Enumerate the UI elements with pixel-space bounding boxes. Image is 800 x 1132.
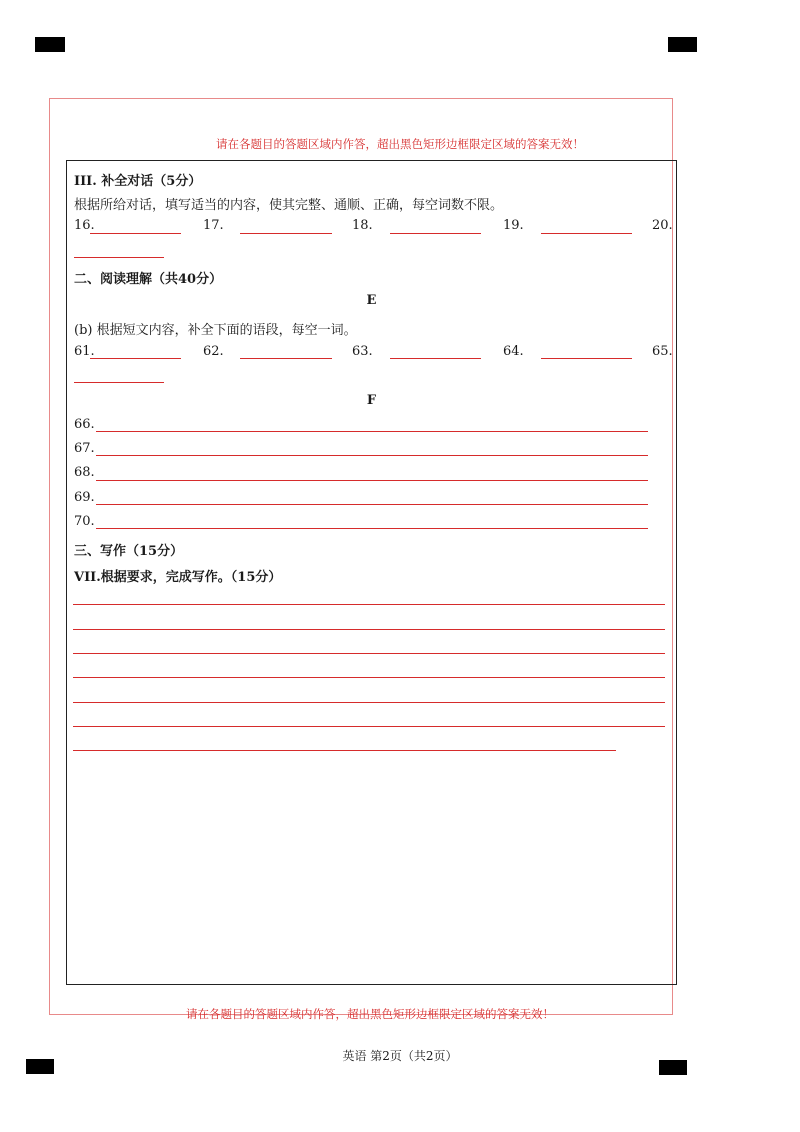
writing-line[interactable] [73,653,665,654]
answer-line[interactable] [541,358,632,359]
part-e-heading: E [366,293,377,308]
page-footer: 英语 第2页（共2页） [342,1049,458,1063]
answer-line[interactable] [90,233,181,234]
warning-bottom: 请在各题目的答题区域内作答，超出黑色矩形边框限定区域的答案无效！ [186,1007,554,1021]
section3-title: III. 补全对话（5分） [74,174,202,189]
blank-number: 17. [203,218,224,233]
part-f-heading: F [366,393,377,408]
blank-number: 69. [74,490,95,505]
writing-line[interactable] [73,726,665,727]
answer-line[interactable] [541,233,632,234]
writing-title: 三、写作（15分） [74,544,184,559]
writing-line[interactable] [73,629,665,630]
blank-number: 64. [503,344,524,359]
writing-line[interactable] [73,750,616,751]
writing-line[interactable] [73,677,665,678]
answer-line[interactable] [390,233,481,234]
blank-number: 20. [652,218,673,233]
blank-number: 63. [352,344,373,359]
answer-line[interactable] [240,233,332,234]
writing-line[interactable] [73,604,665,605]
blank-number: 16. [74,218,95,233]
blank-number: 66. [74,417,95,432]
writing-subtitle: VII.根据要求，完成写作。（15分） [74,570,282,585]
answer-line[interactable] [96,528,648,529]
blank-number: 68. [74,465,95,480]
answer-line[interactable] [390,358,481,359]
answer-line[interactable] [74,382,164,383]
answer-line[interactable] [96,431,648,432]
registration-mark-top-left [35,37,65,52]
answer-line[interactable] [240,358,332,359]
answer-line[interactable] [74,257,164,258]
blank-number: 19. [503,218,524,233]
answer-line[interactable] [96,455,648,456]
writing-line[interactable] [73,702,665,703]
answer-line[interactable] [96,504,648,505]
blank-number: 62. [203,344,224,359]
blank-number: 67. [74,441,95,456]
warning-top: 请在各题目的答题区域内作答，超出黑色矩形边框限定区域的答案无效！ [216,137,584,151]
blank-number: 65. [652,344,673,359]
answer-line[interactable] [90,358,181,359]
blank-number: 70. [74,514,95,529]
part-e-instruction: (b) 根据短文内容，补全下面的语段，每空一词。 [74,323,357,338]
reading-title: 二、阅读理解（共40分） [74,272,223,287]
section3-instruction: 根据所给对话，填写适当的内容，使其完整、通顺、正确，每空词数不限。 [74,198,504,213]
blank-number: 18. [352,218,373,233]
blank-number: 61. [74,344,95,359]
registration-mark-top-right [668,37,697,52]
answer-line[interactable] [96,480,648,481]
